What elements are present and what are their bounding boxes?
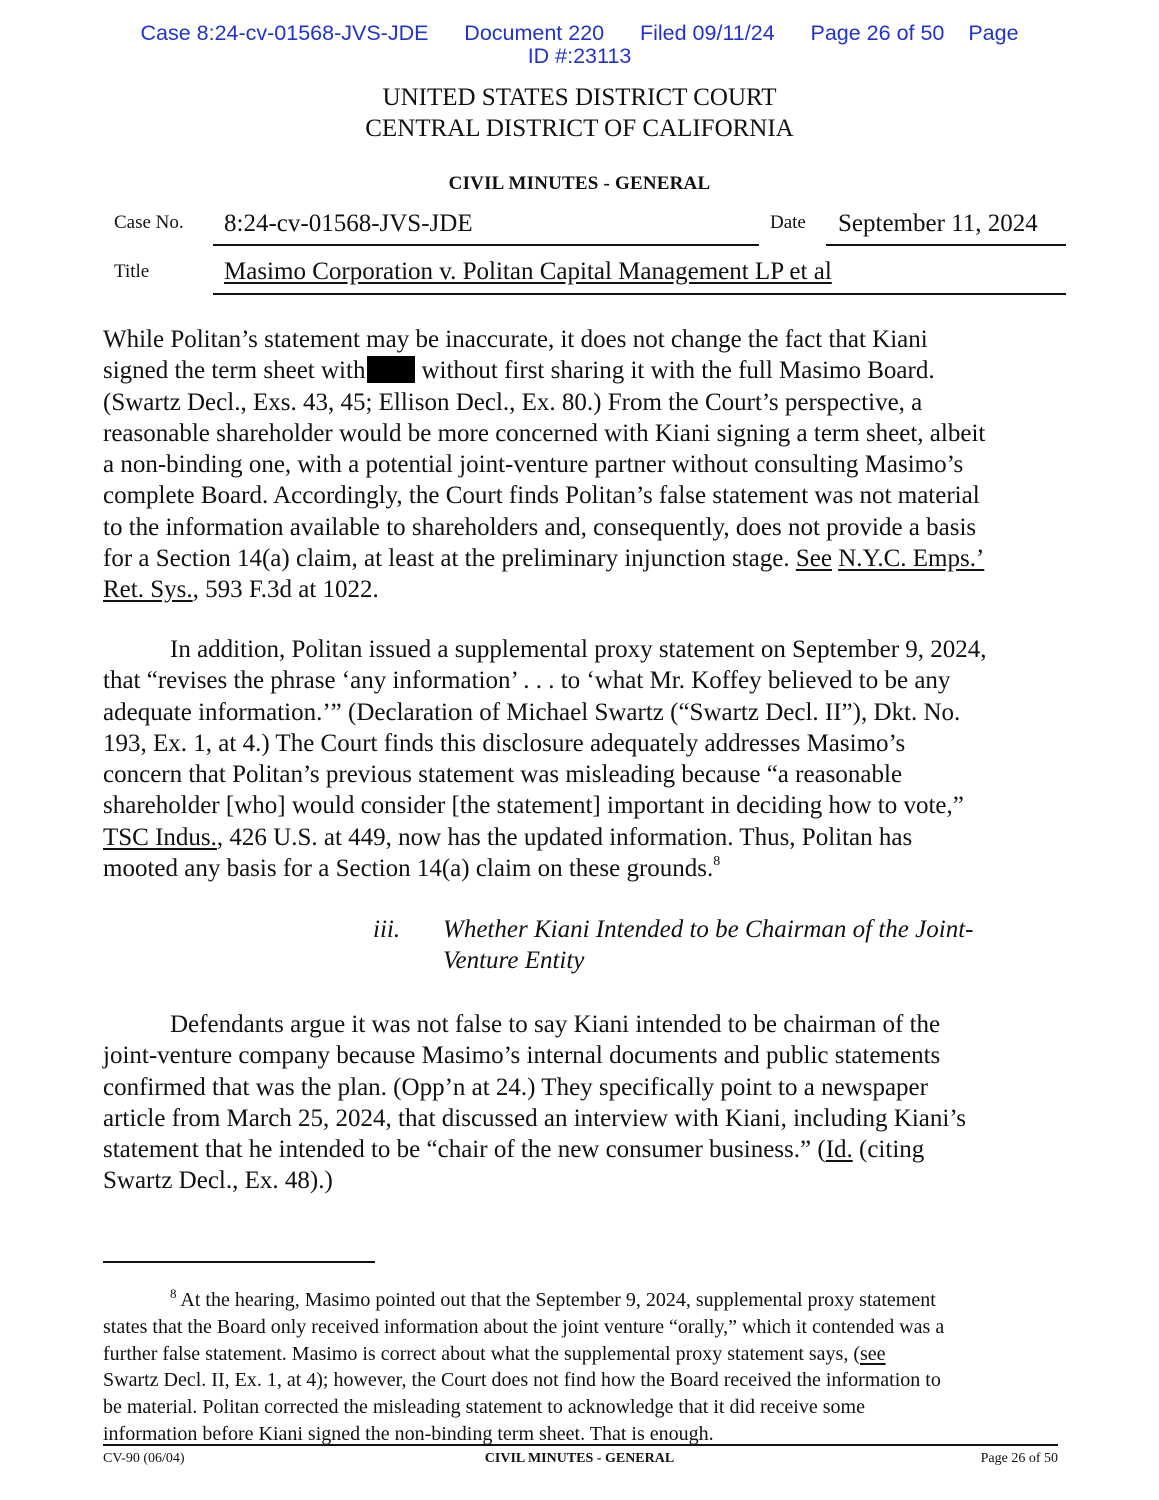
text-line: to the information available to shareholders and, consequently, does not provide a basis [103, 513, 977, 541]
text-line: a non-binding one, with a potential joint-venture partner without consulting Masimo’s [103, 451, 964, 479]
text-line: (Swartz Decl., Exs. 43, 45; Ellison Decl., Ex. 80.) From the Court’s perspective, a [103, 388, 923, 416]
date-rule [826, 244, 1066, 246]
court-district: CENTRAL DISTRICT OF CALIFORNIA [365, 115, 794, 142]
ecf-page-word: Page [968, 21, 1019, 45]
text-line: reasonable shareholder would be more concerned with Kiani signing a term sheet, albeit [103, 419, 986, 447]
title-rule [213, 293, 1066, 295]
court-name: UNITED STATES DISTRICT COURT [382, 84, 777, 111]
footer-page-number: Page 26 of 50 [980, 1451, 1058, 1466]
footnote-8 [103, 1287, 1063, 1448]
citation-case: Ret. Sys. [103, 576, 193, 604]
citation-signal: See [795, 545, 832, 573]
text-line: Defendants argue it was not false to say Kiani intended to be chairman of the [170, 1011, 941, 1038]
footer-form-number: CV-90 (06/04) [103, 1451, 185, 1466]
ecf-document-number: Document 220 [464, 21, 605, 45]
text-segment: for a Section 14(a) claim, at least at the preliminary injunction stage. [103, 545, 796, 573]
footer-rule [103, 1444, 1058, 1446]
section-heading [443, 914, 973, 977]
footnote-line: Swartz Decl. II, Ex. 1, at 4); however, the Court does not find how the Board received the information to [103, 1369, 941, 1392]
case-no-label: Case No. [114, 212, 184, 233]
text-line: confirmed that was the plan. (Opp’n at 24.) They specifically point to a newspaper [103, 1073, 928, 1101]
citation-case: N.Y.C. Emps.’ [838, 545, 985, 573]
section-numeral: iii. [373, 916, 401, 943]
footnote-line [103, 1341, 1063, 1368]
text-segment: (citing [852, 1136, 925, 1164]
date-label: Date [770, 212, 806, 233]
text-segment: , 593 F.3d at 1022. [192, 576, 379, 604]
text-line: adequate information.’” (Declaration of Michael Swartz (“Swartz Decl. II”), Dkt. No. [103, 698, 961, 726]
footnote-line: information before Kiani signed the non-binding term sheet. That is enough. [103, 1422, 714, 1445]
text-segment: mooted any basis for a Section 14(a) claim on these grounds. [103, 855, 714, 883]
footnote-line [103, 1287, 1063, 1314]
text-line: concern that Politan’s previous statement was misleading because “a reasonable [103, 761, 903, 789]
text-line: shareholder [who] would consider [the statement] important in deciding how to vote,” [103, 792, 964, 820]
text-line: Swartz Decl., Ex. 48).) [103, 1167, 333, 1195]
text-line [103, 1134, 1063, 1165]
text-line [103, 853, 1063, 884]
text-segment: statement that he intended to be “chair of the new consumer business.” ( [103, 1136, 826, 1164]
footnote-line: be material. Politan corrected the misleading statement to acknowledge that it did receive some [103, 1396, 865, 1419]
footnote-separator [103, 1261, 375, 1263]
citation-case: TSC Indus. [103, 823, 217, 851]
ecf-case-number: Case 8:24-cv-01568-JVS-JDE [140, 21, 429, 45]
section-heading-line: Whether Kiani Intended to be Chairman of the Joint- [443, 916, 974, 943]
text-line: While Politan’s statement may be inaccurate, it does not change the fact that Kiani [103, 326, 928, 353]
text-segment: At the hearing, Masimo pointed out that the September 9, 2024, supplemental proxy statement [176, 1289, 936, 1311]
text-line: that “revises the phrase ‘any information’ . . . to ‘what Mr. Koffey believed to be any [103, 667, 951, 695]
title-value: Masimo Corporation v. Politan Capital Management LP et al [224, 258, 832, 285]
text-line [103, 355, 1063, 386]
ecf-page-count: Page 26 of 50 [810, 21, 945, 45]
text-segment: , 426 U.S. at 449, now has the updated information. Thus, Politan has [216, 823, 913, 851]
ecf-page-id: ID #:23113 [527, 44, 632, 68]
text-line: complete Board. Accordingly, the Court finds Politan’s false statement was not material [103, 482, 980, 510]
text-line: joint-venture company because Masimo’s internal documents and public statements [103, 1042, 941, 1070]
footnote-reference[interactable]: 8 [713, 854, 721, 870]
paragraph-1 [103, 324, 1063, 606]
case-no-value: 8:24-cv-01568-JVS-JDE [224, 210, 473, 237]
paragraph-2 [103, 634, 1063, 884]
citation-id: Id. [825, 1136, 853, 1164]
footnote-line: states that the Board only received information about the joint venture “orally,” which it contended was a [103, 1315, 945, 1338]
text-segment: signed the term sheet with [103, 357, 366, 385]
text-segment: further false statement. Masimo is correct about what the supplemental proxy statement says, ( [103, 1342, 861, 1365]
text-line: In addition, Politan issued a supplemental proxy statement on September 9, 2024, [170, 636, 987, 663]
redaction-box [367, 356, 415, 383]
paragraph-3 [103, 1009, 1063, 1197]
footer-title: CIVIL MINUTES - GENERAL [484, 1451, 675, 1466]
text-line [103, 543, 1063, 574]
ecf-stamp-line-1 [0, 22, 1159, 45]
text-line: article from March 25, 2024, that discussed an interview with Kiani, including Kiani’s [103, 1104, 967, 1132]
court-heading [0, 82, 1159, 144]
date-value: September 11, 2024 [838, 210, 1038, 237]
citation-signal: see [860, 1342, 886, 1365]
minutes-title: CIVIL MINUTES - GENERAL [448, 173, 711, 194]
footnote-number: 8 [170, 1286, 177, 1301]
ecf-filed-date: Filed 09/11/24 [639, 21, 775, 45]
ecf-header-stamp [0, 22, 1159, 68]
case-no-rule [213, 244, 759, 246]
text-line [103, 574, 1063, 605]
text-line: 193, Ex. 1, at 4.) The Court finds this disclosure adequately addresses Masimo’s [103, 729, 906, 757]
text-line [103, 822, 1063, 853]
title-label: Title [114, 261, 150, 282]
text-segment: without first sharing it with the full Masimo Board. [421, 357, 935, 385]
section-heading-line: Venture Entity [443, 947, 585, 975]
